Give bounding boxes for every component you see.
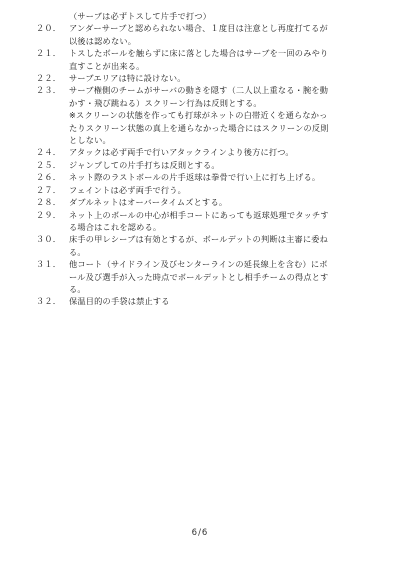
rule-text: ネット際のラストボールの片手返球は拳骨で行い上に打ち上げる。 [69, 172, 321, 183]
rule-item [36, 209, 376, 234]
rule-item [36, 84, 376, 146]
rule-item [36, 159, 376, 171]
rule-number: ３２． [36, 296, 62, 307]
rule-item [36, 184, 376, 196]
rule-item [36, 72, 376, 84]
rule-number: ２８． [36, 197, 62, 208]
rule-19-continuation: （サーブは必ずトスして片手で打つ） [69, 11, 212, 21]
rule-number: ２３． [36, 85, 62, 96]
page-number: 6/6 [191, 528, 209, 538]
rule-number: ２２． [36, 73, 62, 84]
rule-number: ２０． [36, 23, 62, 34]
rule-text: 保温目的の手袋は禁止する [69, 296, 170, 307]
rule-number: ２７． [36, 184, 62, 195]
rule-item [36, 233, 376, 258]
rule-text: トスしたボールを触らずに床に落とした場合はサーブを一回のみやり 直すことが出来る。 [69, 48, 329, 71]
rule-item [36, 258, 376, 295]
rule-text: アタックは必ず両手で行いアタックラインより後方に打つ。 [69, 147, 294, 158]
rule-number: ２９． [36, 209, 62, 220]
rule-text: サーブ権側のチームがサーバの動きを隠す（二人以上重なる・腕を動 かす・飛び跳ねる）スクリーン行為は反則とする。 ※スクリーンの状態を作っても打球がネットの白帯近くを通らなかっ たりスクリーン状態の真上を通らなかった場合にはスクリーンの反則 としない。 [69, 85, 329, 146]
rule-item [36, 146, 376, 158]
rule-item [36, 47, 376, 72]
rule-item [36, 171, 376, 183]
rule-number: ２１． [36, 48, 62, 59]
rule-number: ３０． [36, 234, 62, 245]
rule-text: アンダーサーブと認められない場合、１度目は注意とし再度打てるが 以後は認めない。 [69, 23, 328, 46]
rule-number: ２５． [36, 159, 62, 170]
rule-number: ２４． [36, 147, 62, 158]
rule-number: ２６． [36, 172, 62, 183]
rule-text: ジャンプしての片手打ちは反則とする。 [69, 159, 220, 170]
rule-text: 床手の甲レシーブは有効とするが、ボールデットの判断は主審に委ね る。 [69, 234, 329, 257]
rule-text: ダブルネットはオーバータイムズとする。 [69, 197, 228, 208]
rule-item [36, 196, 376, 208]
rule-text: サーブエリアは特に設けない。 [69, 73, 186, 84]
rule-text: 他コート（サイドライン及びセンターラインの延長線上を含む）にボ ール及び選手が入った時点でボールデットとし相手チームの得点とす る。 [69, 259, 329, 294]
rules-list [36, 10, 376, 308]
rule-text: ネット上のボールの中心が相手コートにあっても返球処理でタッチす る場合はこれを認める。 [69, 209, 329, 232]
rule-item [36, 22, 376, 47]
rule-text: フェイントは必ず両手で行う。 [69, 184, 187, 195]
rule-item [36, 295, 376, 307]
rule-number: ３１． [36, 259, 62, 270]
